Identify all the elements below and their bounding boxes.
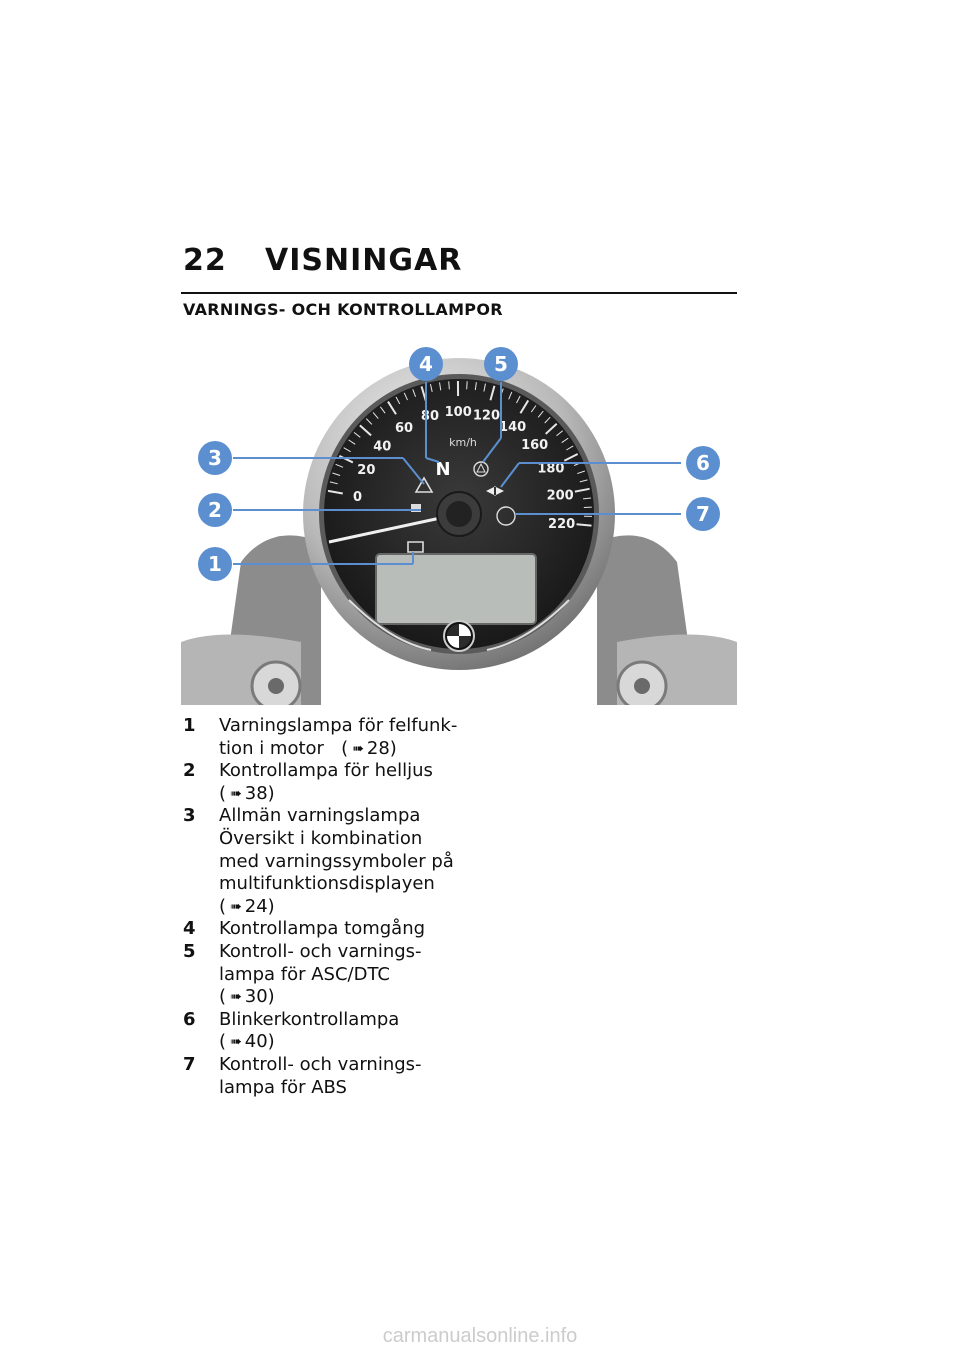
- speedometer-illustration: [181, 342, 737, 705]
- speed-label: 40: [373, 439, 392, 455]
- ref-open-paren: (: [219, 1031, 227, 1053]
- page-header: [183, 243, 462, 278]
- header-rule: [181, 292, 737, 294]
- legend-line: Kontrollampa tomgång: [219, 918, 426, 940]
- legend-line: tion i motor ( ➠ 28): [219, 737, 397, 759]
- legend-number: 1: [183, 715, 196, 736]
- instrument-cluster-figure: [181, 342, 737, 705]
- chapter-title: VISNINGAR: [265, 243, 463, 278]
- callout-number: 5: [494, 352, 508, 376]
- reference-arrow-icon: ➠: [230, 1034, 242, 1051]
- page-reference[interactable]: [341, 738, 397, 759]
- legend-number: 6: [183, 1008, 196, 1030]
- legend-text: [219, 941, 483, 1009]
- reference-arrow-icon: ➠: [230, 898, 242, 915]
- ref-page-number: 28): [366, 737, 397, 759]
- legend-item: [183, 1054, 483, 1099]
- speed-label: 80: [420, 409, 440, 425]
- ref-page-number: 40): [244, 1031, 275, 1053]
- legend-line: [219, 896, 483, 919]
- speed-label: 120: [472, 408, 501, 424]
- reference-arrow-icon: ➠: [230, 785, 242, 802]
- legend-number: 3: [183, 805, 196, 827]
- callout-number: 6: [696, 451, 710, 475]
- speed-label: 140: [499, 420, 527, 436]
- speed-label: 180: [537, 461, 565, 477]
- callout-number: 4: [419, 352, 433, 376]
- speed-tick: [449, 381, 450, 389]
- legend-item: [183, 941, 483, 1009]
- page-number: 22: [183, 243, 227, 278]
- legend-number: 2: [183, 760, 196, 782]
- reference-arrow-icon: ➠: [352, 740, 364, 757]
- ref-page-number: 30): [244, 986, 275, 1008]
- speed-label: 20: [357, 462, 376, 478]
- legend-number: 5: [183, 940, 196, 962]
- ref-page-number: 38): [244, 782, 275, 804]
- legend-line: lampa för ABS: [219, 1076, 347, 1098]
- page-reference[interactable]: [219, 1031, 275, 1052]
- callout-number: 1: [208, 552, 222, 576]
- ref-open-paren: (: [219, 986, 227, 1008]
- legend-line: Allmän varningslampa: [219, 805, 421, 827]
- ref-open-paren: (: [341, 737, 349, 759]
- legend-line: Kontroll- och varnings-: [219, 1053, 422, 1075]
- unit-label: km/h: [449, 436, 477, 449]
- legend-item: [183, 805, 483, 918]
- legend-line: multifunktionsdisplayen: [219, 873, 435, 895]
- legend-number: 7: [183, 1053, 196, 1075]
- legend-text: [219, 918, 483, 941]
- legend-line: Kontroll- och varnings-: [219, 940, 422, 962]
- legend-text: [219, 1009, 483, 1054]
- speed-tick: [577, 524, 592, 525]
- legend-line: Varningslampa för felfunk-: [219, 715, 458, 736]
- legend-text: [219, 1054, 483, 1099]
- speed-label: 220: [548, 516, 576, 532]
- ref-open-paren: (: [219, 895, 227, 917]
- legend-item: [183, 918, 483, 941]
- neutral-indicator: N: [435, 459, 451, 480]
- legend-item: [183, 715, 483, 760]
- legend-number: 4: [183, 918, 196, 940]
- callout-number: 7: [696, 502, 710, 526]
- legend-text: [219, 805, 483, 918]
- speed-label: 200: [546, 488, 574, 504]
- page-reference[interactable]: [219, 986, 275, 1007]
- page-reference[interactable]: [219, 783, 275, 804]
- ref-open-paren: (: [219, 782, 227, 804]
- speed-label: 160: [521, 438, 549, 454]
- callout-number: 2: [208, 498, 222, 522]
- legend-text: [219, 715, 483, 760]
- section-title: VARNINGS- OCH KONTROLLAMPOR: [183, 300, 503, 319]
- legend-line: Blinkerkontrollampa: [219, 1008, 400, 1030]
- reference-arrow-icon: ➠: [230, 989, 242, 1006]
- legend: [183, 715, 483, 1099]
- legend-line: Kontrollampa för helljus: [219, 760, 433, 782]
- ref-page-number: 24): [244, 895, 275, 917]
- legend-line: [219, 783, 483, 806]
- speed-label: 100: [444, 405, 472, 421]
- legend-line: [219, 1031, 483, 1054]
- legend-item: [183, 760, 483, 805]
- legend-text: [219, 760, 483, 805]
- footer-watermark: carmanualsonline.info: [382, 1325, 578, 1347]
- speed-label: 0: [353, 490, 363, 506]
- legend-line: med varningssymboler på: [219, 850, 454, 872]
- bmw-logo: [444, 621, 474, 651]
- legend-line: lampa för ASC/DTC: [219, 963, 390, 985]
- legend-line: Översikt i kombination: [219, 827, 423, 849]
- callout-number: 3: [208, 446, 222, 470]
- speed-label: 60: [394, 420, 414, 436]
- legend-line: [219, 986, 483, 1009]
- page-reference[interactable]: [219, 896, 275, 917]
- legend-item: [183, 1009, 483, 1054]
